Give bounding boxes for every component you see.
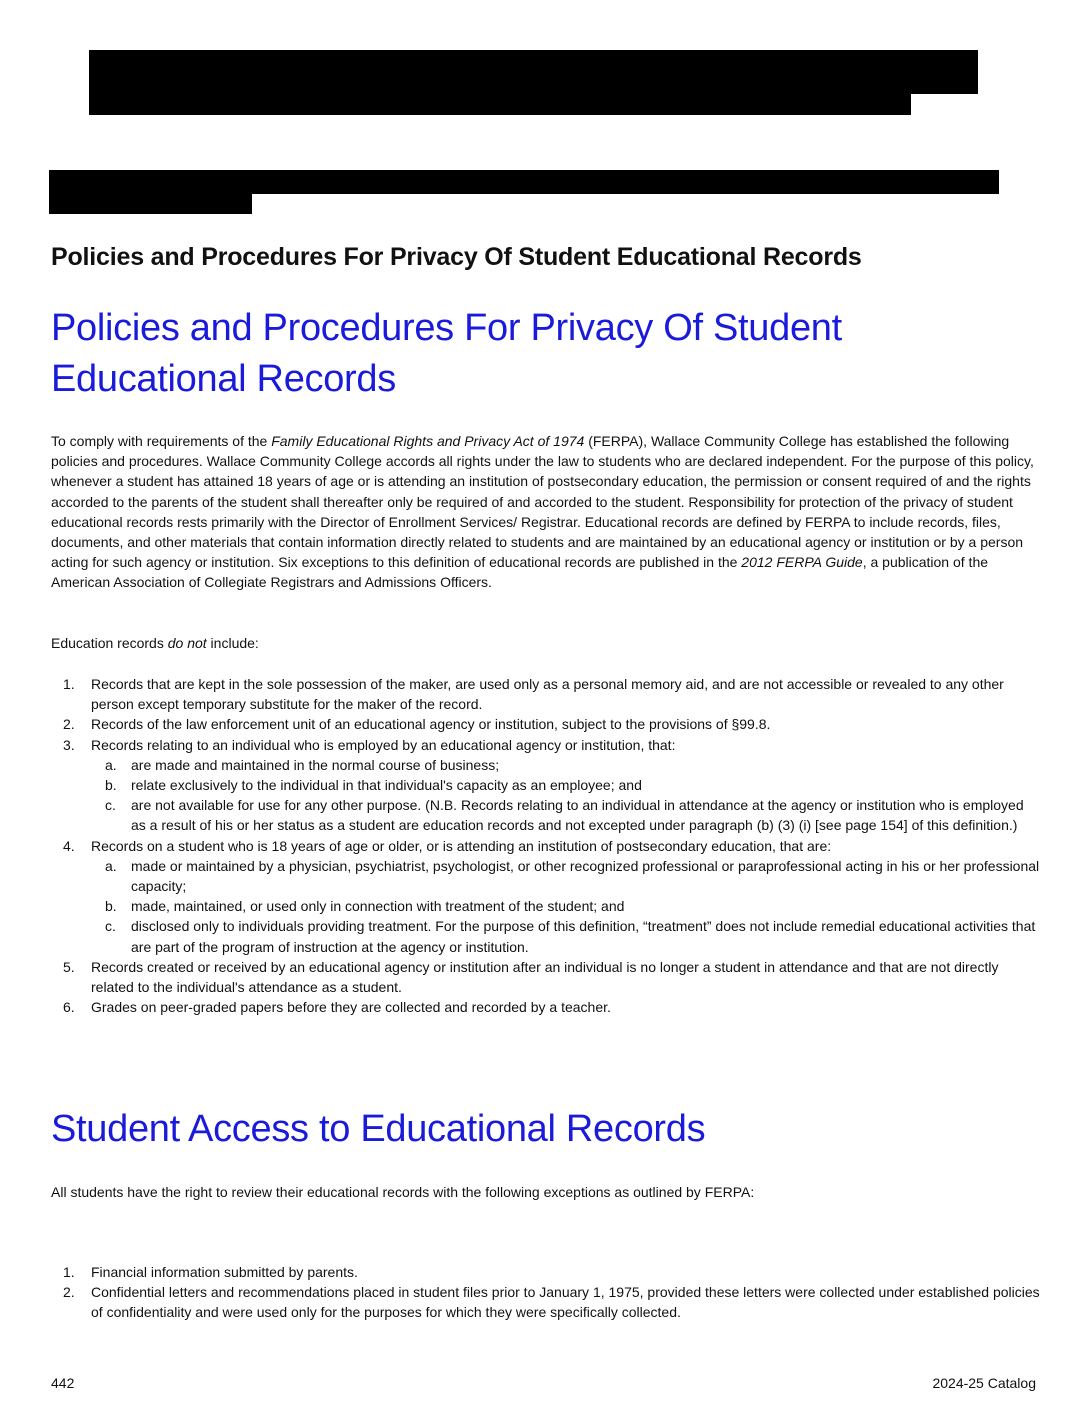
item-number: 2. (63, 716, 75, 733)
sub-item-text: relate exclusively to the individual in that individual's capacity as an employee; and (131, 777, 642, 794)
page-title: Policies and Procedures For Privacy Of Student Educational Records (51, 307, 842, 400)
sub-list-item (51, 896, 1041, 916)
item-text: Records of the law enforcement unit of an educational agency or institution, subject to the provisions of §99.8. (91, 716, 771, 733)
item-number: 1. (63, 676, 75, 692)
sub-list (91, 856, 1041, 957)
list-item (51, 1262, 1041, 1282)
sub-item-text: are not available for use for any other purpose. (N.B. Records relating to an individual in attendance at the agency or institution who is employed as a result of his or her status as a student are education records and not excepted under paragraph (b) (3) (i) [see page 154] of this definition.) (131, 797, 1024, 834)
item-text: Records created or received by an educational agency or institution after an individual is no longer a student in attendance and that are not directly related to the individual's attendance as a student. (91, 958, 999, 996)
exceptions-list (51, 1262, 1041, 1323)
sub-item-letter: a. (105, 756, 117, 773)
item-text: Records that are kept in the sole possession of the maker, are used only as a personal memory aid, and are not accessible or revealed to any other person except temporary substitute for the maker of the record. (91, 676, 1004, 713)
intro-text: , a publication of the American Association of Collegiate Registrars and Admissions Officers. (51, 554, 989, 591)
exclusions-lead (51, 633, 1041, 653)
sub-item-letter: c. (105, 797, 116, 814)
lead-text: include: (206, 635, 259, 651)
exclusions-list (51, 674, 1041, 1017)
redaction-bar (89, 50, 978, 94)
sub-list-item (51, 775, 1041, 795)
access-intro-paragraph: All students have the right to review their educational records with the following exceptions as outlined by FERPA: (51, 1184, 755, 1200)
list-item (51, 957, 1041, 997)
lead-text: Education records (51, 635, 168, 651)
item-text: Records relating to an individual who is employed by an educational agency or institution, that: (91, 736, 676, 753)
item-text: Records on a student who is 18 years of age or older, or is attending an institution of postsecondary education, that are: (91, 837, 832, 854)
list-item (51, 714, 1041, 734)
item-number: 3. (63, 736, 75, 753)
list-item (51, 1282, 1041, 1322)
list-item (51, 674, 1041, 714)
item-text: Financial information submitted by parents. (91, 1264, 358, 1280)
sub-list (91, 755, 1041, 836)
item-number: 6. (63, 999, 75, 1016)
item-number: 4. (63, 837, 75, 854)
list-item (51, 997, 1041, 1017)
sub-list-item (51, 795, 1041, 835)
sub-item-letter: b. (105, 898, 117, 915)
act-name: Family Educational Rights and Privacy Act of 1974 (271, 433, 585, 449)
catalog-label: 2024-25 Catalog (932, 1375, 1036, 1391)
sub-item-text: are made and maintained in the normal course of business; (131, 756, 500, 773)
list-item (51, 836, 1041, 957)
redaction-bar (89, 92, 911, 115)
sub-list-item (51, 755, 1041, 775)
item-number: 5. (63, 958, 75, 975)
sub-item-letter: c. (105, 918, 116, 935)
lead-emphasis: do not (167, 635, 207, 651)
page-number: 442 (51, 1375, 75, 1391)
redaction-bar (49, 170, 999, 194)
section-heading: Policies and Procedures For Privacy Of Student Educational Records (51, 243, 862, 271)
list-item (51, 735, 1041, 836)
item-text: Confidential letters and recommendations placed in student files prior to January 1, 1975, provided these letters were collected under established policies of confidentiality and were used only for the purposes for which they were specifically collected. (91, 1284, 1040, 1321)
sub-item-text: made, maintained, or used only in connection with treatment of the student; and (131, 898, 625, 915)
intro-text: (FERPA), Wallace Community College has established the following policies and procedures. Wallace Community College accords all rights under the law to students who are declared independent. For the purpose of this policy, whenever a student has attained 18 years of age or is attending an institution of postsecondary education, the permission or consent required of and the rights accorded to the parents of the student shall thereafter only be required of and accorded to the student. Responsibility for protection of the privacy of student educational records rests primarily with the Director of Enrollment Services/ Registrar. Educational records are defined by FERPA to include records, files, documents, and other materials that contain information directly related to students and are maintained by an educational agency or institution or by a person acting for such agency or institution. Six exceptions to this definition of educational records are published in the (51, 433, 1034, 571)
redaction-bar (49, 192, 252, 214)
item-text: Grades on peer-graded papers before they are collected and recorded by a teacher. (91, 999, 611, 1016)
sub-list-item (51, 916, 1041, 956)
item-number: 1. (63, 1264, 75, 1280)
section-title: Student Access to Educational Records (51, 1108, 706, 1150)
sub-item-letter: b. (105, 777, 117, 794)
sub-item-text: disclosed only to individuals providing treatment. For the purpose of this definition, “treatment” does not include remedial educational activities that are part of the program of instruction at the agency or institution. (131, 918, 1036, 955)
item-number: 2. (63, 1284, 75, 1301)
sub-item-letter: a. (105, 857, 117, 874)
sub-list-item (51, 856, 1041, 896)
guide-name: 2012 FERPA Guide (741, 554, 863, 571)
intro-text: To comply with requirements of the (51, 433, 272, 449)
intro-paragraph (51, 431, 1041, 593)
sub-item-text: made or maintained by a physician, psychiatrist, psychologist, or other recognized professional or paraprofessional acting in his or her professional capacity; (131, 857, 1040, 895)
